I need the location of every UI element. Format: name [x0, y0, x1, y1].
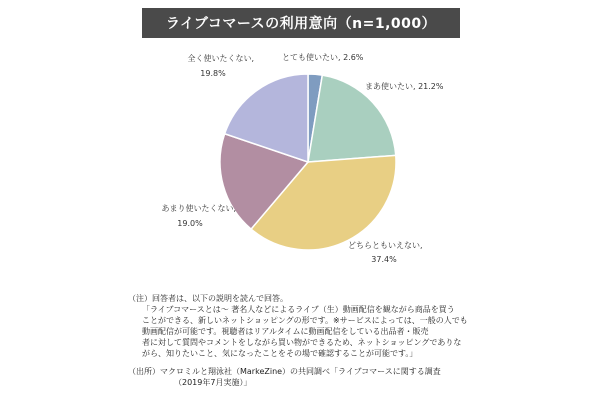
note-heading: （注）回答者は、以下の説明を読んで回答。	[128, 294, 288, 303]
note-line: 動画配信が可能です。視聴者はリアルタイムに動画配信をしている出品者・販売	[142, 327, 429, 336]
slice-label: 全く使いたくない,	[187, 54, 254, 63]
slice-label: とても使いたい, 2.6%	[282, 53, 364, 62]
slice-label: まあ使いたい, 21.2%	[365, 82, 444, 91]
slice-value-label: 37.4%	[371, 255, 397, 264]
slice-label: どちらともいえない,	[348, 241, 423, 250]
note-line: ことができる、新しいネットショッピングの形です。※サービスによっては、一般の人でも	[142, 316, 468, 325]
note-line: 「ライブコマースとは～ 著名人などによるライブ（生）動画配信を観ながら商品を買う	[142, 305, 455, 314]
source-line: （出所）マクロミルと翔泳社（MarkeZine）の共同調べ「ライブコマースに関する調査	[128, 367, 441, 376]
slice-label: あまり使いたくない,	[161, 204, 236, 213]
source-block	[128, 366, 508, 388]
note-line: がら、知りたいこと、気になったことをその場で確認することが可能です。」	[142, 349, 418, 358]
note-block	[128, 293, 508, 359]
note-line: 者に対して質問やコメントをしながら買い物ができるため、ネットショッピングでありな	[142, 338, 462, 347]
slice-value-label: 19.0%	[177, 219, 203, 228]
slice-value-label: 19.8%	[200, 69, 226, 78]
note-body	[142, 304, 508, 359]
chart-title: ライブコマースの利用意向（n=1,000）	[142, 8, 460, 38]
source-line: （2019年7月実施）」	[174, 378, 252, 387]
